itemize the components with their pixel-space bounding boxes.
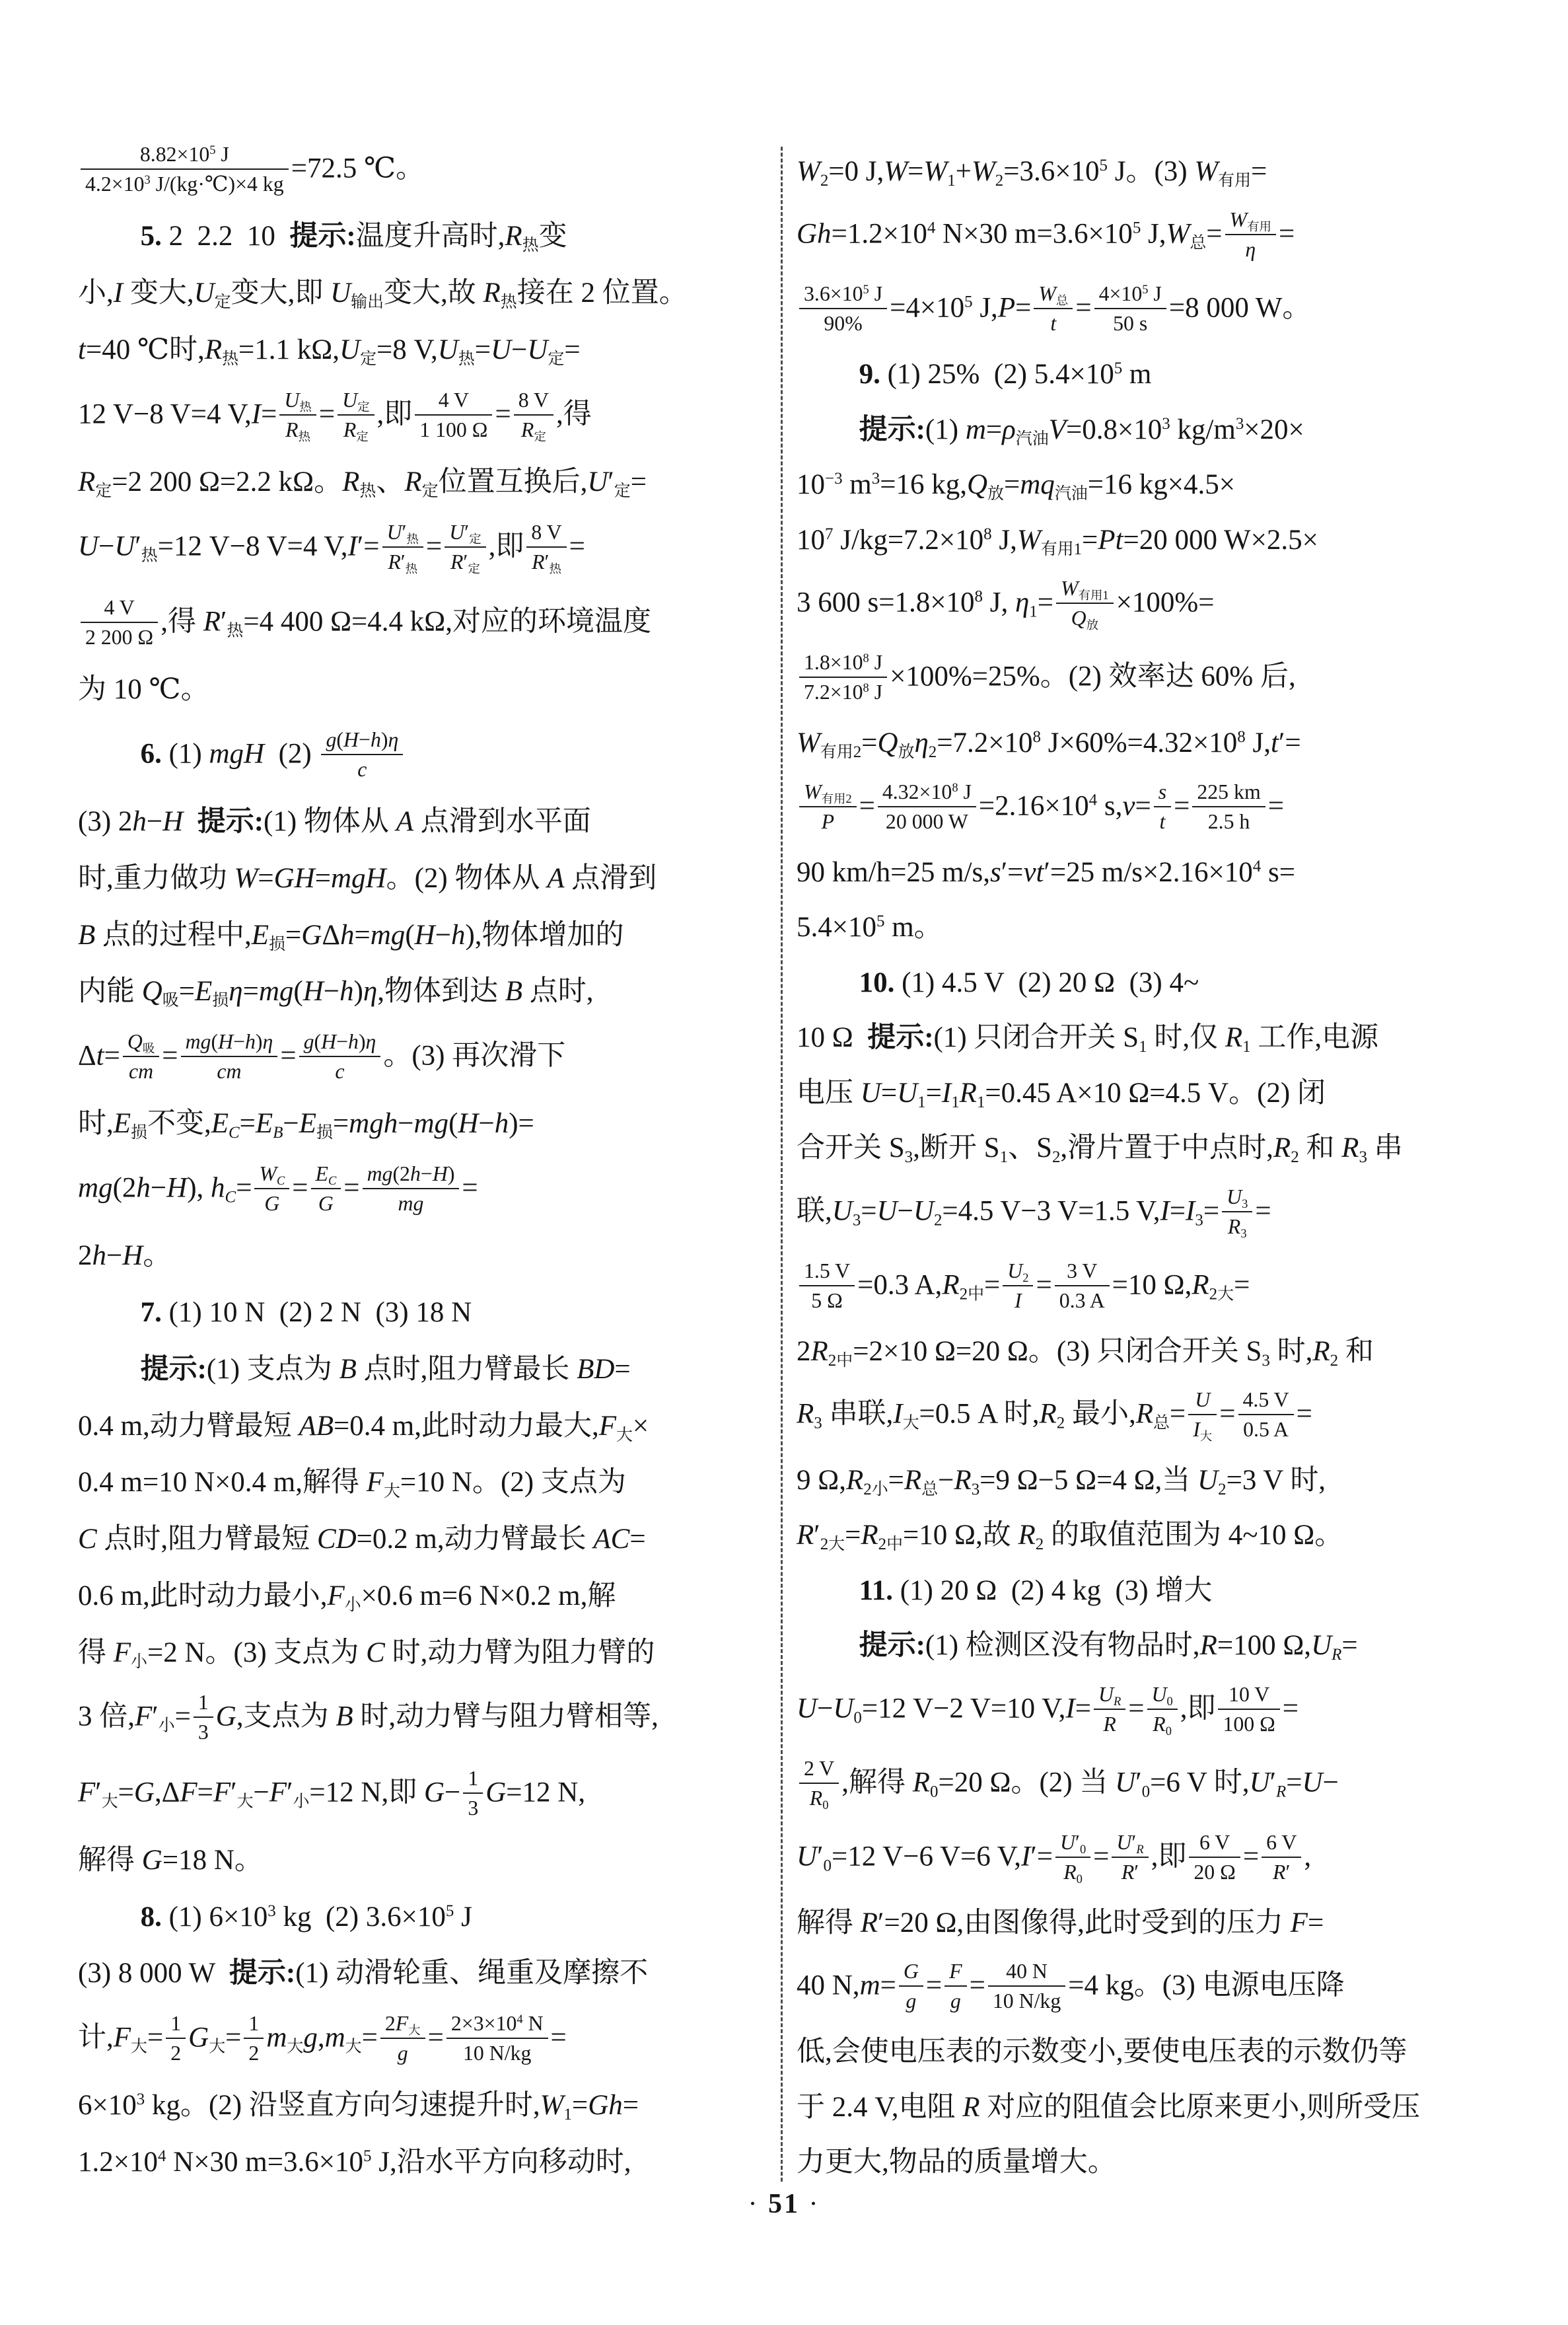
text-line: 12 V−8 V=4 V,I= $\frac{U_热}{R_热}$ = $\frac{U_定}{R_定}$ ,即 $\frac{4 V}{1 100 \Omega}$ = $\frac{8 V}{R_定}$ ,得 <box>78 388 592 443</box>
text-line: 0.4 m,动力臂最短 AB=0.4 m,此时动力最大$,F_大\times$ <box>78 1410 649 1444</box>
fraction: $\frac{mg(2h-H)}{mg}$ <box>363 1162 460 1215</box>
text-line: 0.6 m,此时动力最小$,F_小\times 0.6$ m=6 N×0.2 m,解 <box>78 1580 616 1614</box>
text-line: 8. (1) $6\times 10^3$ kg (2) $3.6\times 10^5$ J <box>140 1901 472 1933</box>
text-line: $R'_{2大}=R_{2中}=10$ Ω,故 $R_2$ 的取值范围为 4~10 Ω。 <box>797 1520 1343 1554</box>
text-line: 3 倍$,F'_小=$ $\frac{1}{3}$ G,支点为 B 时,动力臂与阻力臂相等, <box>78 1691 659 1744</box>
text-line: $5.4\times 10^5$ m。 <box>797 912 943 943</box>
fraction: $\frac{s}{t}$ <box>1154 780 1171 833</box>
fraction: $\frac{2\times 3\times 10^4 N}{10 N/kg}$ <box>446 2011 548 2065</box>
text-line: 提示:(1) 支点为 B 点时,阻力臂最长 BD= <box>140 1353 631 1385</box>
fraction: $\frac{U_定}{R_定}$ <box>338 388 374 441</box>
text-line: 11. (1) 20 Ω (2) 4 kg (3) 增大 <box>859 1574 1213 1606</box>
text-line: 于 2.4 V,电阻 R 对应的阻值会比原来更小,则所受压 <box>797 2091 1421 2123</box>
text-line: 6. (1) mgH (2) $\frac{g(H-h)\eta}{c}$ <box>78 729 766 783</box>
text-line: 0.4 m=10 N×0.4 m,解得 $F_大=10$ N。(2) 支点为 <box>78 1467 626 1501</box>
fraction: $\frac{U_0}{R_0}$ <box>1147 1682 1178 1736</box>
fraction: $\frac{3.6\times 10^5 J}{90\%}$ <box>799 281 887 335</box>
column-divider <box>781 147 783 2182</box>
fraction: $\frac{U_热}{R_热}$ <box>279 388 316 441</box>
fraction: $\frac{G}{g}$ <box>899 1959 923 2012</box>
fraction: $\frac{8 V}{R'_热}$ <box>526 520 566 573</box>
fraction: $\frac{8 V}{R_定}$ <box>514 388 553 441</box>
fraction: $\frac{W_{有用1}}{Q_放}$ <box>1056 576 1114 630</box>
text-line: 提示:(1) 检测区没有物品时,R=100 $\Omega,U_R=$ <box>859 1630 1358 1664</box>
text-line: 2h−H。 <box>78 1240 172 1272</box>
text-line: 小,I 变大$,U_定$变大,即 $U_{输出}$变大,故 $R_热$接在 2 位置。 <box>78 277 688 311</box>
fraction: $\frac{W_C}{G}$ <box>254 1162 289 1215</box>
fraction: $\frac{225 km}{2.5 h}$ <box>1192 780 1265 833</box>
fraction: $\frac{1}{3}$ <box>463 1766 483 1820</box>
text-line: 时,重力做功 W=GH=mgH。(2) 物体从 A 点滑到 <box>78 862 657 894</box>
fraction: $\frac{4.32\times 10^8 J}{20 000 W}$ <box>878 780 976 833</box>
text-line: 低,会使电压表的示数变小,要使电压表的示数仍等 <box>797 2036 1408 2068</box>
text-line: $Gh=1.2\times 10^4$ N×30 $m=3.6\times 10^5$ $J,W_总=$ $\frac{W_{有用}}{\eta}$ = <box>797 208 1295 262</box>
fraction: $\frac{U}{I_大}$ <box>1188 1387 1217 1441</box>
text-line: $\frac{8.82\times 10^5 J}{4.2\times 10^3 J/(kg\cdot℃)\times 4 kg}$ =72.5 ℃。 <box>78 144 766 198</box>
text-line: $10^{-3}$ $m^3=16$ $kg,Q_放=mq_{汽油}=16$ kg×4.5× <box>797 469 1235 503</box>
text-line: $\frac{1.5 V}{5 \Omega}$ =0.3 $A,R_{2中}=$ $\frac{U_2}{I}$ = $\frac{3 V}{0.3 A}$ =10 $\Omega,R_{2大}=$ <box>797 1261 1523 1314</box>
fraction: $\frac{2 V}{R_0}$ <box>799 1756 839 1810</box>
text-line: 联$,U_3=U-U_2=4.5$ V−3 V=1.5 $V,I=I_3=$ $\frac{U_3}{R_3}$ = <box>797 1185 1271 1240</box>
text-line: 力更大,物品的质量增大。 <box>797 2147 1116 2178</box>
right-column <box>797 155 1523 2180</box>
text-line: 电压 $U=U_1=I_1R_1=0.45$ A×10 Ω=4.5 V。(2) 闭 <box>797 1077 1326 1111</box>
fraction: $\frac{4 V}{2 200 \Omega}$ <box>81 595 158 649</box>
fraction: $\frac{E_C}{G}$ <box>311 1162 341 1215</box>
text-line: 解得 G=18 N。 <box>78 1844 263 1876</box>
text-line: 5. 2 2.2 10 提示:温度升高时$,R_热$变 <box>140 221 567 255</box>
text-line: 90 km/h=25 m/s,s′=vt′=25 $m/s\times 2.16\times 10^4$ s= <box>797 856 1295 888</box>
fraction: $\frac{40 N}{10 N/kg}$ <box>988 1959 1065 2012</box>
fraction: $\frac{U_2}{I}$ <box>1003 1259 1033 1312</box>
fraction: $\frac{2F_大}{g}$ <box>380 2011 425 2065</box>
text-line: 合开关 $S_3$,断开 $S_1$、$S_2$,滑片置于中点时$,R_2$ 和 $R_3$ 串 <box>797 1132 1403 1167</box>
fraction: $\frac{U'_0}{R_0}$ <box>1055 1830 1090 1884</box>
fraction: $\frac{1.5 V}{5 \Omega}$ <box>799 1259 855 1312</box>
text-line: $\frac{4 V}{2 200 \Omega}$ ,得 $R'_热=4$ 400 Ω=4.4 kΩ,对应的环境温度 <box>78 597 766 651</box>
text-line: 提示:(1) $m=\rho_{汽油}V=0.8\times 10^3$ $kg/m^3\times 20\times$ <box>859 414 1304 448</box>
text-line: $R_3$ 串联$,I_大=0.5$ A 时$,R_2$ 最小$,R_总=$ $\frac{U}{I_大}$ = $\frac{4.5 V}{0.5 A}$ = <box>797 1387 1312 1443</box>
text-line: $\frac{1.8\times 10^8 J}{7.2\times 10^8 J}$ ×100%=25%。(2) 效率达 60% 后, <box>797 652 1523 706</box>
left-column <box>78 144 766 2180</box>
text-line: $R_定=2$ 200 Ω=2.2 kΩ。$R_热$、$R_定$位置互换后$,U'_定=$ <box>78 466 647 500</box>
text-line: 得 $F_小=2$ N。(3) 支点为 C 时,动力臂为阻力臂的 <box>78 1637 655 1671</box>
text-line: $\frac{W_{有用2}}{P}$ = $\frac{4.32\times 10^8 J}{20 000 W}$ $=2.16\times 10^4$ s,v= $\frac{s}{t}$ = $\frac{225 km}{2.5 h}$ = <box>797 782 1523 835</box>
text-line: $F'_大=G,\Delta F=F'_大-F'_小=12$ N,即 G− $\frac{1}{3}$ G=12 N, <box>78 1766 586 1820</box>
fraction: $\frac{W_总}{t}$ <box>1034 281 1073 335</box>
fraction: $\frac{6 V}{R'}$ <box>1262 1830 1301 1884</box>
fraction: $\frac{U'_定}{R'_定}$ <box>445 520 485 573</box>
text-line: Δt= $\frac{Q_吸}{cm}$ = $\frac{mg(H-h)\eta}{cm}$ = $\frac{g(H-h)\eta}{c}$ 。(3) 再次滑下 <box>78 1030 566 1084</box>
text-line: (3) 8 000 W 提示:(1) 动滑轮重、绳重及摩擦不 <box>78 1958 649 1989</box>
text-line: 10. (1) 4.5 V (2) 20 Ω (3) 4~ <box>859 967 1199 998</box>
text-line: B 点的过程中$,E_损=G\Delta h=mg(H-h)$,物体增加的 <box>78 919 624 953</box>
text-line: $6\times 10^3$ kg。(2) 沿竖直方向匀速提升时$,W_1=Gh=$ <box>78 2090 639 2124</box>
text-line: mg(2h−H), $h_C=$ $\frac{W_C}{G}$ = $\frac{E_C}{G}$ = $\frac{mg(2h-H)}{mg}$ = <box>78 1162 478 1216</box>
text-line: 3 600 $s=1.8\times 10^8$ J, $\eta_1=$ $\frac{W_{有用1}}{Q_放}$ ×100%= <box>797 577 1215 632</box>
fraction: $\frac{U'_热}{R'_热}$ <box>382 520 423 573</box>
page-number: · 51 · <box>748 2189 820 2219</box>
fraction: $\frac{1}{3}$ <box>194 1690 213 1744</box>
text-line: 10 Ω 提示:(1) 只闭合开关 $S_1$ 时,仅 $R_1$ 工作,电源 <box>797 1022 1379 1056</box>
fraction: $\frac{4.5 V}{0.5 A}$ <box>1238 1387 1294 1441</box>
text-line: 9 $\Omega,R_{2小}=R_总-R_3=9$ Ω−5 Ω=4 Ω,当 $U_2=3$ V 时, <box>797 1464 1326 1498</box>
fraction: $\frac{10 V}{100 \Omega}$ <box>1218 1682 1279 1736</box>
text-line: $1.2\times 10^4$ N×30 $m=3.6\times 10^5$ J,沿水平方向移动时, <box>78 2147 631 2178</box>
fraction: $\frac{g(H-h)\eta}{c}$ <box>299 1029 381 1083</box>
fraction: $\frac{4\times 10^5 J}{50 s}$ <box>1094 281 1166 335</box>
text-line: $W_2=0$ $J,W=W_1+W_2=3.6\times 10^5$ J。(3) $W_{有用}=$ <box>797 156 1267 190</box>
fraction: $\frac{1.8\times 10^8 J}{7.2\times 10^8 J}$ <box>799 650 887 704</box>
text-line: 计$,F_大=$ $\frac{1}{2}$ $G_大=$ $\frac{1}{2}$ $m_大g,m_大=$ $\frac{2F_大}{g}$ = $\frac{2\times 3\times 10^4 N}{10 N/kg}$ = <box>78 2012 567 2065</box>
fraction: $\frac{1}{2}$ <box>244 2011 264 2065</box>
text-line: 9. (1) 25% (2) $5.4\times 10^5$ m <box>859 359 1152 390</box>
text-line: $U-U'_热=12$ V−8 V=4 V,I′= $\frac{U'_热}{R'_热}$ = $\frac{U'_定}{R'_定}$ ,即 $\frac{8 V}{R'_热}$ = <box>78 520 585 575</box>
text-line: $10^7$ $J/kg=7.2\times 10^8$ $J,W_{有用1}=Pt=20$ 000 W×2.5× <box>797 524 1318 558</box>
text-line: 40 N,m= $\frac{G}{g}$ = $\frac{F}{g}$ = $\frac{40 N}{10 N/kg}$ =4 kg。(3) 电源电压降 <box>797 1960 1345 2013</box>
fraction: $\frac{6 V}{20 \Omega}$ <box>1189 1830 1240 1884</box>
fraction: $\frac{U'_R}{R'}$ <box>1112 1830 1148 1884</box>
fraction: $\frac{mg(H-h)\eta}{cm}$ <box>181 1029 278 1083</box>
fraction: $\frac{F}{g}$ <box>944 1959 966 2012</box>
text-line: $\frac{3.6\times 10^5 J}{90\%}$ $=4\times 10^5$ J,P= $\frac{W_总}{t}$ = $\frac{4\times 10^5 J}{50 s}$ =8 000 W。 <box>797 283 1523 337</box>
text-line: $W_{有用2}=Q_放\eta_2=7.2\times 10^8$ $J\times 60\%=4.32\times 10^8$ J,t′= <box>797 727 1301 762</box>
text-line: $\frac{2 V}{R_0}$ ,解得 $R_0=20$ Ω。(2) 当 $U'_0=6$ V 时$,U'_R=U-$ <box>797 1758 1523 1812</box>
fraction: $\frac{8.82\times 10^5 J}{4.2\times 10^3 J/(kg\cdot℃)\times 4 kg}$ <box>81 142 289 196</box>
fraction: $\frac{3 V}{0.3 A}$ <box>1055 1259 1110 1312</box>
fraction: $\frac{4 V}{1 100 \Omega}$ <box>415 388 492 441</box>
text-line: 时$,E_损$不变$,E_C=E_B-E_损=mgh-mg(H-h)=$ <box>78 1108 534 1142</box>
text-line: 7. (1) 10 N (2) 2 N (3) 18 N <box>140 1297 472 1329</box>
fraction: $\frac{U_R}{R}$ <box>1094 1682 1125 1736</box>
text-line: 为 10 ℃。 <box>78 674 209 706</box>
text-line: 内能 $Q_吸=E_损\eta=mg(H-h)\eta$,物体到达 B 点时, <box>78 976 594 1010</box>
text-line: $U'_0=12$ V−6 V=6 V,I′= $\frac{U'_0}{R_0}$ = $\frac{U'_R}{R'}$ ,即 $\frac{6 V}{20 \Omega}$ = $\frac{6 V}{R'}$ , <box>797 1830 1312 1886</box>
text-line: $2R_{2中}=2\times 10$ Ω=20 Ω。(3) 只闭合开关 $S_3$ 时$,R_2$ 和 <box>797 1335 1374 1370</box>
fraction: $\frac{Q_吸}{cm}$ <box>123 1029 159 1083</box>
fraction: $\frac{U_3}{R_3}$ <box>1222 1185 1252 1238</box>
text-line: C 点时,阻力臂最短 CD=0.2 m,动力臂最长 AC= <box>78 1524 646 1555</box>
text-line: $U-U_0=12$ V−2 V=10 V,I= $\frac{U_R}{R}$ = $\frac{U_0}{R_0}$ ,即 $\frac{10 V}{100 \Omega}$ = <box>797 1682 1299 1738</box>
text-line: 解得 R′=20 Ω,由图像得,此时受到的压力 F= <box>797 1907 1324 1938</box>
fraction: $\frac{1}{2}$ <box>166 2011 186 2065</box>
fraction: $\frac{W_{有用2}}{P}$ <box>799 780 857 833</box>
fraction: $\frac{W_{有用}}{\eta}$ <box>1225 207 1276 261</box>
text-line: t=40 ℃时$,R_热=1.1$ $k\Omega,U_定=8$ $V,U_热=U-U_定=$ <box>78 334 581 368</box>
fraction: $\frac{g(H-h)\eta}{c}$ <box>321 727 403 781</box>
text-line: (3) 2h−H 提示:(1) 物体从 A 点滑到水平面 <box>78 806 591 838</box>
